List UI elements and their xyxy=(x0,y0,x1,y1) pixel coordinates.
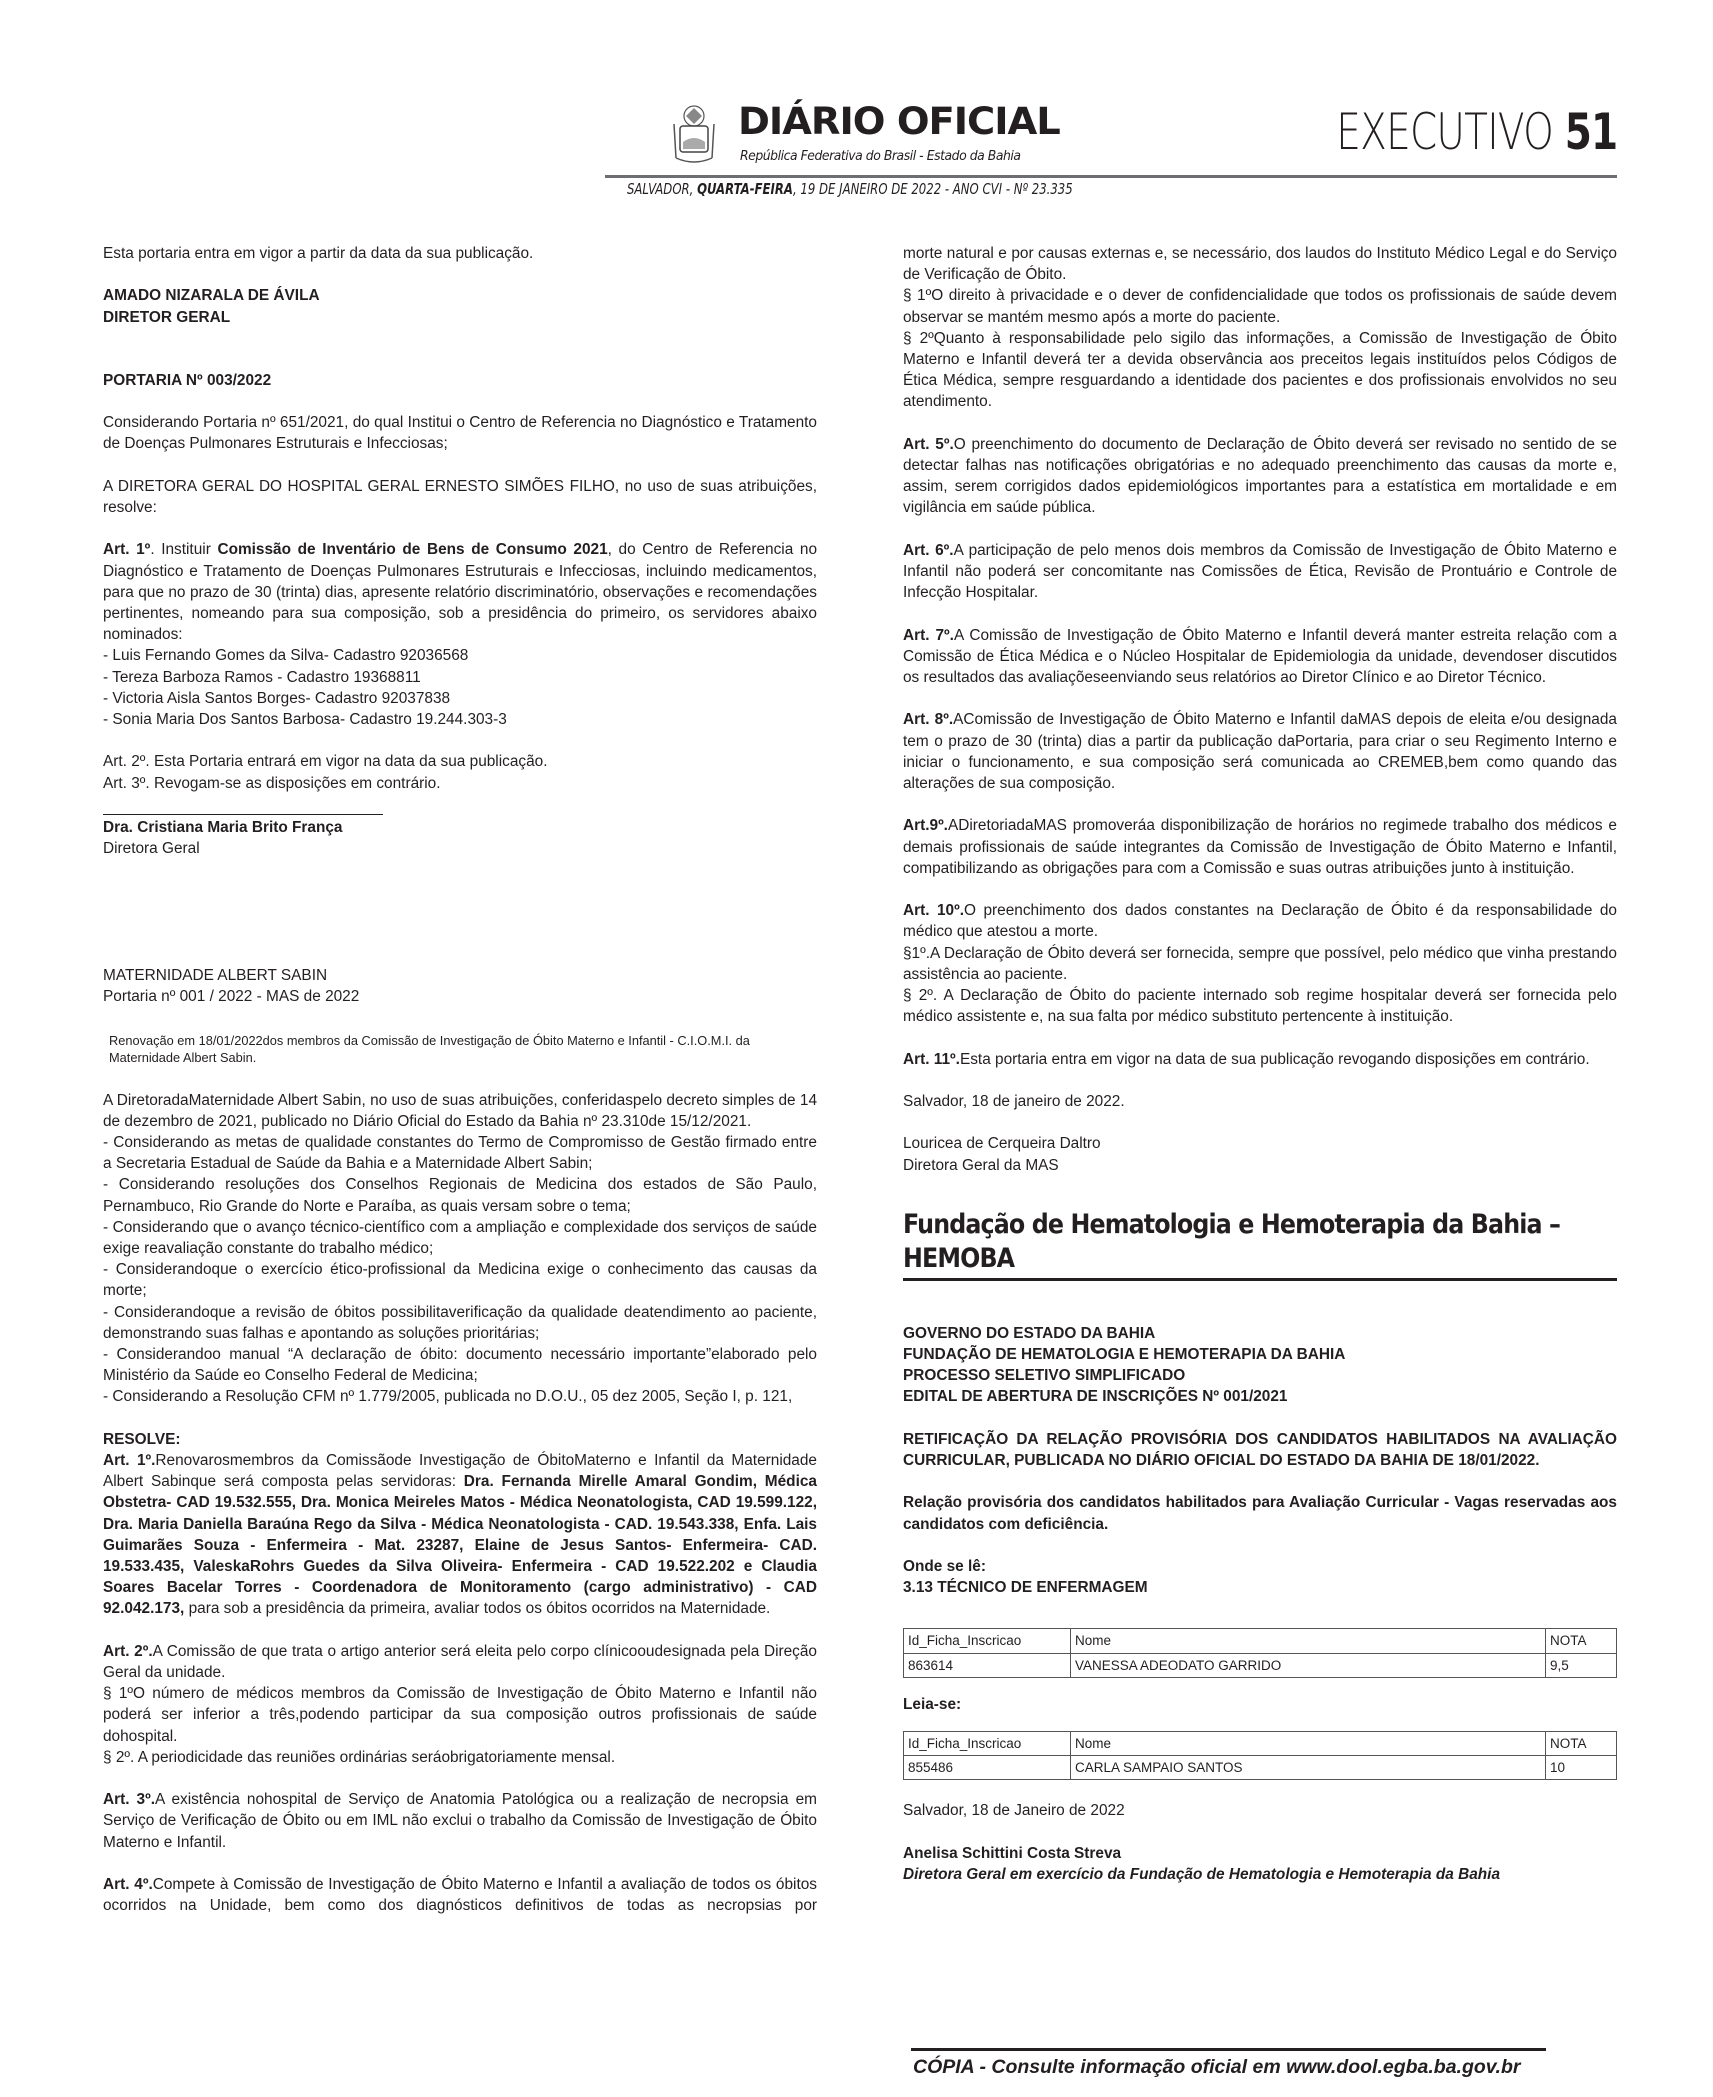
table-header-row: Id_Ficha_Inscricao Nome NOTA xyxy=(904,1732,1617,1756)
article-7: Art. 7º.A Comissão de Investigação de Óbito Materno e Infantil deverá manter estreita relação com a Comissão de Ética Médica e o Núcleo Hospitalar de Epidemiologia da unidade, devendoser discutidos os resultados das avaliaçõeseenviando seus relatórios ao Diretor Clínico e ao Diretor Técnico. xyxy=(903,626,1617,687)
member-item: - Luis Fernando Gomes da Silva- Cadastro 92036568 xyxy=(103,647,469,665)
onde-se-le-label: Onde se lê: xyxy=(903,1557,986,1575)
signer-name: Dra. Cristiana Maria Brito França xyxy=(103,818,343,836)
paragraph-2: § 2ºQuanto à responsabilidade pelo sigilo das informações, a Comissão de Investigação de Óbito Materno e Infantil deverá ter a devida observância aos preceitos legais instituídos pelos Códigos de Ética Médica, sempre resguardando a identidade dos pacientes e dos profissionais envolvidos no seu atendimento. xyxy=(903,329,1617,411)
signer-role: Diretora Geral em exercício da Fundação de Hematologia e Hemoterapia da Bahia xyxy=(903,1866,1501,1883)
signer-name: Anelisa Schittini Costa Streva xyxy=(903,1844,1122,1862)
header-line: PROCESSO SELETIVO SIMPLIFICADO xyxy=(903,1367,1186,1385)
footer-copy-notice: CÓPIA - Consulte informação oficial em www.dool.egba.ba.gov.br xyxy=(913,2056,1521,2078)
table-header-row: Id_Ficha_Inscricao Nome NOTA xyxy=(904,1629,1617,1653)
section-title-mas: MATERNIDADE ALBERT SABIN xyxy=(103,967,328,985)
masthead-subtitle: República Federativa do Brasil - Estado da Bahia xyxy=(740,148,1021,164)
cargo-label: 3.13 TÉCNICO DE ENFERMAGEM xyxy=(903,1579,1148,1597)
member-item: - Sonia Maria Dos Santos Barbosa- Cadastro 19.244.303-3 xyxy=(103,711,507,728)
table-row: 855486 CARLA SAMPAIO SANTOS 10 xyxy=(904,1756,1617,1780)
signer-name: Louricea de Cerqueira Daltro xyxy=(903,1135,1101,1153)
relacao-text: Relação provisória dos candidatos habilitados para Avaliação Curricular - Vagas reservadas aos candidatos com deficiência. xyxy=(903,1494,1617,1533)
header-line: FUNDAÇÃO DE HEMATOLOGIA E HEMOTERAPIA DA BAHIA xyxy=(903,1346,1346,1363)
article-5: Art. 5º.O preenchimento do documento de Declaração de Óbito deverá ser revisado no sentido de se detectar falhas nas notificações obrigatórias e no adequado preenchimento das causas da morte e, assim, serem corrigidos dados epidemiológicos importantes para a estatística em mortalidade e em vigilância em saúde pública. xyxy=(903,435,1617,517)
resolve-label: RESOLVE: xyxy=(103,1430,181,1448)
page-number: 51 xyxy=(1564,103,1617,161)
article-1: Art. 1º. Instituir Comissão de Inventário de Bens de Consumo 2021, do Centro de Referencia no Diagnóstico e Tratamento de Doenças Pulmonares Estruturais e Infecciosas, incluindo medicamentos, para que no prazo de 30 (trinta) dias, apresente relatório discriminatório, observações e recomendações pertinentes, nomeando para sua composição, sob a presidência do primeiro, os servidores abaixo nominados: xyxy=(103,541,818,644)
table-row: 863614 VANESSA ADEODATO GARRIDO 9,5 xyxy=(904,1653,1617,1677)
dateline: SALVADOR, QUARTA-FEIRA, 19 DE JANEIRO DE 2022 - ANO CVI - Nº 23.335 xyxy=(627,180,1073,198)
considerando-item: - Considerandoque o exercício ético-profissional da Medicina exige o conhecimento das causas da morte; xyxy=(103,1261,817,1300)
considerando: Considerando Portaria nº 651/2021, do qual Institui o Centro de Referencia no Diagnóstico e Tratamento de Doenças Pulmonares Estruturais e Infecciosas; xyxy=(103,414,817,453)
considerando-item: - Considerandoque a revisão de óbitos possibilitaverificação da qualidade deatendimento ao paciente, demonstrando suas falhas e apontando as soluções prioritárias; xyxy=(103,1303,817,1342)
coat-of-arms-icon xyxy=(668,102,720,166)
diretora-text: A DIRETORA GERAL DO HOSPITAL GERAL ERNESTO SIMÕES FILHO, no uso de suas atribuições, resolve: xyxy=(103,477,817,516)
paragraph-1: § 1ºO direito à privacidade e o dever de confidencialidade que todos os profissionais de saúde devem observar se mantém mesmo após a morte do paciente. xyxy=(903,287,1617,326)
header-rule xyxy=(605,175,1617,178)
portaria-number: Portaria nº 001 / 2022 - MAS de 2022 xyxy=(103,988,360,1006)
signer-name: AMADO NIZARALA DE ÁVILA xyxy=(103,287,320,305)
article-8: Art. 8º.AComissão de Investigação de Óbito Materno e Infantil daMAS depois de eleita e/ou designada tem o prazo de 30 (trinta) dias a partir da publicação daPortaria, para criar o seu Regimento Interno e iniciar o funcionamento, e sua composição será comunicada ao CREMEB,bem como quando das alterações de sua composição. xyxy=(903,711,1617,793)
article-2: Art. 2º. Esta Portaria entrará em vigor na data da sua publicação. xyxy=(103,753,548,771)
leia-se-label: Leia-se: xyxy=(903,1695,962,1713)
member-item: - Tereza Barboza Ramos - Cadastro 19368811 xyxy=(103,668,421,686)
masthead-title: DIÁRIO OFICIAL xyxy=(738,100,1060,143)
date-line: Salvador, 18 de Janeiro de 2022 xyxy=(903,1802,1125,1820)
paragraph-2: § 2º. A Declaração de Óbito do paciente internado sob regime hospitalar deverá ser fornecida pelo médico assistente e, na sua falta por médico substituto pertencente à instituição. xyxy=(903,987,1617,1026)
signer-role: Diretora Geral xyxy=(103,840,200,857)
considerando-item: - Considerandoo manual “A declaração de óbito: documento necessário importante”elaborado pelo Ministério da Saúde eo Conselho Federal de Medicina; xyxy=(103,1346,817,1385)
considerando-item: - Considerando a Resolução CFM nº 1.779/2005, publicada no D.O.U., 05 dez 2005, Seção I, p. 121, xyxy=(103,1388,793,1406)
candidates-table-corrected xyxy=(903,1731,1617,1780)
member-item: - Victoria Aisla Santos Borges- Cadastro 92037838 xyxy=(103,689,451,707)
article-3: Art. 3º. Revogam-se as disposições em contrário. xyxy=(103,774,441,792)
paragraph-1: §1º.A Declaração de Óbito deverá ser fornecida, sempre que possível, pelo médico que vinha prestando assistência ao paciente. xyxy=(903,944,1617,983)
mas-intro: A DiretoradaMaternidade Albert Sabin, no uso de suas atribuições, conferidaspelo decreto simples de 14 de dezembro de 2021, publicado no Diário Oficial do Estado da Bahia nº 23.310de 15/12/2021. xyxy=(103,1091,817,1130)
footer-rule xyxy=(911,2048,1546,2051)
header-line: GOVERNO DO ESTADO DA BAHIA xyxy=(903,1324,1156,1342)
article-10: Art. 10º.O preenchimento dos dados constantes na Declaração de Óbito é da responsabilidade do médico que atestou a morte. xyxy=(903,902,1617,941)
signer-role: DIRETOR GERAL xyxy=(103,308,231,326)
left-column xyxy=(103,243,817,1916)
mas-article-4: Art. 4º.Compete à Comissão de Investigação de Óbito Materno e Infantil a avaliação de todos os óbitos ocorridos na Unidade, bem como dos diagnósticos definitivos de todas as necropsias por xyxy=(103,1876,817,1915)
section-title: EXECUTIVO 51 xyxy=(1335,103,1617,161)
signature-line xyxy=(103,802,383,815)
considerando-item: - Considerando resoluções dos Conselhos Regionais de Medicina dos estados de São Paulo, Pernambuco, Rio Grande do Norte e Paraíba, as quais versam sobre o tema; xyxy=(103,1176,817,1215)
ementa: Renovação em 18/01/2022dos membros da Comissão de Investigação de Óbito Materno e Infantil - C.I.O.M.I. da Maternidade Albert Sabin. xyxy=(109,1032,750,1065)
considerando-item: - Considerando as metas de qualidade constantes do Termo de Compromisso de Gestão firmado entre a Secretaria Estadual de Saúde da Bahia e a Maternidade Albert Sabin; xyxy=(103,1134,817,1173)
paragraph-2: § 2º. A periodicidade das reuniões ordinárias seráobrigatoriamente mensal. xyxy=(103,1748,616,1766)
intro-text: Esta portaria entra em vigor a partir da data da sua publicação. xyxy=(103,245,534,262)
considerando-item: - Considerando que o avanço técnico-científico com a ampliação e complexidade dos serviços de saúde exige reavaliação constante do trabalho médico; xyxy=(103,1218,817,1258)
paragraph-1: § 1ºO número de médicos membros da Comissão de Investigação de Óbito Materno e Infantil não poderá ser inferior a três,podendo participar da sua composição outros profissionais de saúde dohospital. xyxy=(103,1685,817,1745)
article-6: Art. 6º.A participação de pelo menos dois membros da Comissão de Investigação de Óbito Materno e Infantil não poderá ser concomitante nas Comissões de Ética, Revisão de Prontuário e Controle de Infecção Hospitalar. xyxy=(903,541,1617,602)
mas-article-1: Art. 1º.Renovarosmembros da Comissãode Investigação de ÓbitoMaterno e Infantil da Maternidade Albert Sabinque será composta pelas servidoras: Dra. Fernanda Mirelle Amaral Gondim, Médica Obstetra- CAD 19.532.555, Dra. Monica Meireles Matos - Médica Neonatologista, CAD 19.599.122, Dra. Maria Daniella Baraúna Rego da Silva - Médica Neonatologista - CAD. 19.543.338, Enfa. Lais Guimarães Souza - Enfermeira - Mat. 23287, Elaine de Jesus Santos- Enfermeira- CAD. 19.533.435, ValeskaRohrs Guedes da Silva Oliveira- Enfermeira - CAD 19.522.202 e Claudia Soares Bacelar Torres - Coordenadora de Monitoramento (cargo administrativo) - CAD 92.042.173, para sob a presidência da primeira, avaliar todos os óbitos ocorridos na Maternidade. xyxy=(103,1452,817,1618)
header-line: EDITAL DE ABERTURA DE INSCRIÇÕES Nº 001/2021 xyxy=(903,1388,1288,1406)
date-line: Salvador, 18 de janeiro de 2022. xyxy=(903,1093,1125,1110)
mas-article-3: Art. 3º.A existência nohospital de Serviço de Anatomia Patológica ou a realização de necropsia em Serviço de Verificação de Óbito ou em IML não exclui o trabalho da Comissão de Investigação de Óbito Materno e Infantil. xyxy=(103,1791,817,1851)
retificacao-text: RETIFICAÇÃO DA RELAÇÃO PROVISÓRIA DOS CANDIDATOS HABILITADOS NA AVALIAÇÃO CURRICULAR, PUBLICADA NO DIÁRIO OFICIAL DO ESTADO DA BAHIA DE 18/01/2022. xyxy=(903,1430,1617,1469)
org-heading-hemoba: Fundação de Hematologia e Hemoterapia da Bahia – HEMOBA xyxy=(903,1208,1561,1274)
article-11: Art. 11º.Esta portaria entra em vigor na data de sua publicação revogando disposições em contrário. xyxy=(903,1050,1590,1068)
article-9: Art.9º.ADiretoriadaMAS promoveráa disponibilização de horários no regimede trabalho dos médicos e demais profissionais de saúde integrantes da Comissão de Investigação de Óbito Materno e Infantil, compatibilizando as obrigações para com a Comissão e suas outras atribuições junto à instituição. xyxy=(903,817,1617,877)
article-4-continued: morte natural e por causas externas e, se necessário, dos laudos do Instituto Médico Legal e do Serviço de Verificação de Óbito. xyxy=(903,245,1617,284)
right-column xyxy=(903,243,1617,1885)
signer-role: Diretora Geral da MAS xyxy=(903,1156,1059,1174)
mas-article-2: Art. 2º.A Comissão de que trata o artigo anterior será eleita pelo corpo clínicooudesignada pela Direção Geral da unidade. xyxy=(103,1642,817,1682)
org-heading-rule xyxy=(903,1278,1617,1281)
portaria-title: PORTARIA Nº 003/2022 xyxy=(103,371,272,389)
masthead xyxy=(0,0,1713,215)
candidates-table-original xyxy=(903,1628,1617,1677)
